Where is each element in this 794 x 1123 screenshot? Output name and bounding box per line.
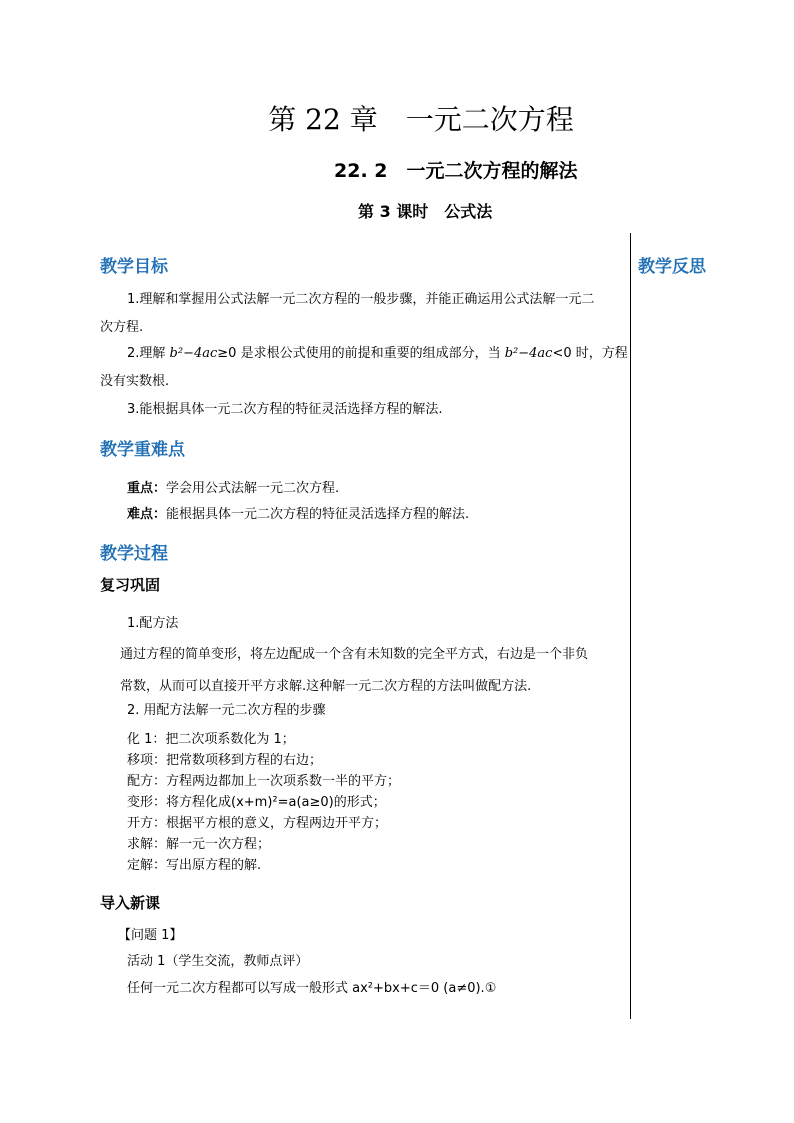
objective-item-2-line-1 [127,342,628,361]
objective-item-2-expr-1: b²−4ac [169,346,218,361]
objective-item-3: 3.能根据具体一元二次方程的特征灵活选择方程的解法. [127,402,443,417]
objective-item-2-suffix: <0 时，方程 [552,346,628,361]
objective-item-1-line-2: 次方程. [100,320,144,335]
difficulty-line [127,503,469,522]
review-item-2-title: 2. 用配方法解一元二次方程的步骤 [127,703,326,718]
review-item-1-title: 1.配方法 [127,616,179,631]
lesson-title: 第 3 课时 公式法 [358,202,493,221]
step-line: 定解：写出原方程的解. [127,858,262,873]
column-divider [630,233,631,1019]
focus-line [127,477,339,496]
difficulty-label: 难点： [127,507,167,522]
objective-item-2-mid: ≥0 是求根公式使用的前提和重要的组成部分，当 [217,346,505,361]
objective-item-2-prefix: 2.理解 [127,346,170,361]
review-heading: 复习巩固 [100,576,161,594]
step-line: 移项：把常数项移到方程的右边； [127,753,323,768]
objective-item-2-expr-2: b²−4ac [504,346,553,361]
step-line: 求解：解一元一次方程； [127,837,271,852]
objective-item-2-line-2: 没有实数根. [100,374,170,389]
step-line: 化 1：把二次项系数化为 1； [127,732,295,747]
activity-label: 活动 1（学生交流，教师点评） [127,954,309,969]
focus-text: 学会用公式法解一元二次方程. [166,481,340,496]
chapter-title: 第 22 章 一元二次方程 [268,103,574,136]
key-points-heading: 教学重难点 [100,440,185,460]
step-line: 配方：方程两边都加上一次项系数一半的平方； [127,774,401,789]
general-form-line: 任何一元二次方程都可以写成一般形式 ax²+bx+c＝0 (a≠0).① [127,981,497,996]
focus-label: 重点： [127,481,167,496]
process-heading: 教学过程 [100,544,168,564]
step-line: 变形：将方程化成(x+m)²=a(a≥0)的形式； [127,795,386,810]
reflection-heading: 教学反思 [638,257,706,277]
section-title: 22. 2 一元二次方程的解法 [334,160,578,182]
step-line: 开方：根据平方根的意义，方程两边开平方； [127,816,388,831]
question-label: 【问题 1】 [118,928,183,943]
review-item-1-line-2: 常数，从而可以直接开平方求解.这种解一元二次方程的方法叫做配方法. [120,679,532,694]
review-item-1-line-1: 通过方程的简单变形，将左边配成一个含有未知数的完全平方式，右边是一个非负 [120,647,589,662]
intro-heading: 导入新课 [100,894,161,912]
difficulty-text: 能根据具体一元二次方程的特征灵活选择方程的解法. [166,507,470,522]
objective-item-1-line-1: 1.理解和掌握用公式法解一元二次方程的一般步骤，并能正确运用公式法解一元二 [127,292,595,307]
objectives-heading: 教学目标 [100,257,168,277]
